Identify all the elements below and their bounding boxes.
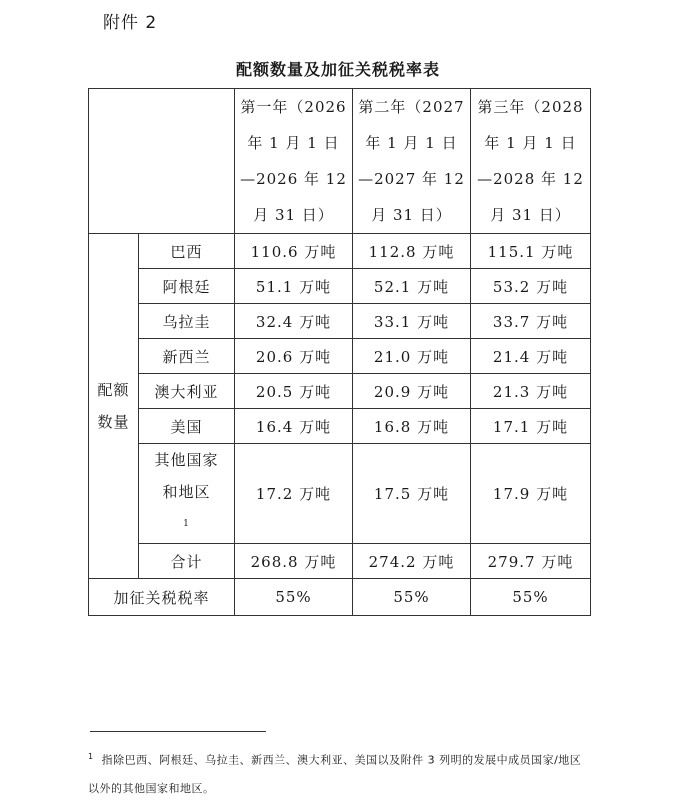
header-year-1-line: 月 31 日） [253,206,334,224]
header-row [89,89,591,234]
quota-category-cell [89,234,139,579]
country-cell: 新西兰 [139,339,235,374]
quota-tariff-table [88,88,591,616]
header-empty-cell [89,89,235,234]
value-cell: 33.1 万吨 [353,304,471,339]
value-cell: 20.9 万吨 [353,374,471,409]
value-cell: 20.5 万吨 [235,374,353,409]
footnote-text: 指除巴西、阿根廷、乌拉圭、新西兰、澳大利亚、美国以及附件 3 列明的发展中成员国家/地区以外的其他国家和地区。 [88,753,582,795]
value-cell: 16.4 万吨 [235,409,353,444]
table-row [89,234,591,269]
header-year-1-line: 年 1 月 1 日 [247,134,340,152]
header-year-2 [353,89,471,234]
header-year-2-line: —2027 年 12 [358,170,465,188]
footnote-marker: 1 [183,519,190,529]
value-cell: 51.1 万吨 [235,269,353,304]
country-cell: 乌拉圭 [139,304,235,339]
header-year-1 [235,89,353,234]
tax-rate-label: 加征关税税率 [89,579,235,616]
attachment-label: 附件 2 [103,13,158,33]
country-cell-other [139,444,235,544]
quota-category-line: 数量 [97,413,130,431]
value-cell: 20.6 万吨 [235,339,353,374]
value-cell: 112.8 万吨 [353,234,471,269]
header-year-2-line: 年 1 月 1 日 [365,134,458,152]
table-row [89,409,591,444]
value-cell: 17.5 万吨 [353,444,471,544]
value-cell: 16.8 万吨 [353,409,471,444]
table-title: 配额数量及加征关税税率表 [235,60,440,79]
country-line: 和地区 [162,483,211,501]
table-row [89,444,591,544]
value-cell: 17.2 万吨 [235,444,353,544]
tax-rate-value: 55% [471,579,591,616]
header-year-3-line: 月 31 日） [490,206,571,224]
country-cell: 澳大利亚 [139,374,235,409]
value-cell: 52.1 万吨 [353,269,471,304]
country-line-with-footnote [139,476,234,543]
country-line: 其他国家 [154,451,219,469]
country-cell: 合计 [139,544,235,579]
header-year-2-line: 月 31 日） [371,206,452,224]
header-year-1-line: —2026 年 12 [240,170,347,188]
value-cell: 274.2 万吨 [353,544,471,579]
footnote-divider [90,731,266,732]
value-cell: 53.2 万吨 [471,269,591,304]
header-year-2-line: 第二年（2027 [358,98,465,116]
tax-rate-row [89,579,591,616]
tax-rate-value: 55% [235,579,353,616]
country-cell: 巴西 [139,234,235,269]
footnote [88,743,588,803]
table-row [89,374,591,409]
quota-category-line: 配额 [97,381,130,399]
value-cell: 17.1 万吨 [471,409,591,444]
value-cell: 21.0 万吨 [353,339,471,374]
header-year-3-line: 第三年（2028 [477,98,584,116]
header-year-1-line: 第一年（2026 [240,98,347,116]
value-cell: 115.1 万吨 [471,234,591,269]
value-cell: 17.9 万吨 [471,444,591,544]
value-cell: 21.3 万吨 [471,374,591,409]
table-row [89,339,591,374]
footnote-marker: 1 [88,752,94,761]
country-cell: 阿根廷 [139,269,235,304]
table-row [89,269,591,304]
header-year-3-line: —2028 年 12 [477,170,584,188]
tax-rate-value: 55% [353,579,471,616]
header-year-3 [471,89,591,234]
value-cell: 268.8 万吨 [235,544,353,579]
table-row-total [89,544,591,579]
value-cell: 32.4 万吨 [235,304,353,339]
value-cell: 110.6 万吨 [235,234,353,269]
table-row [89,304,591,339]
header-year-3-line: 年 1 月 1 日 [484,134,577,152]
value-cell: 279.7 万吨 [471,544,591,579]
value-cell: 33.7 万吨 [471,304,591,339]
value-cell: 21.4 万吨 [471,339,591,374]
country-cell: 美国 [139,409,235,444]
